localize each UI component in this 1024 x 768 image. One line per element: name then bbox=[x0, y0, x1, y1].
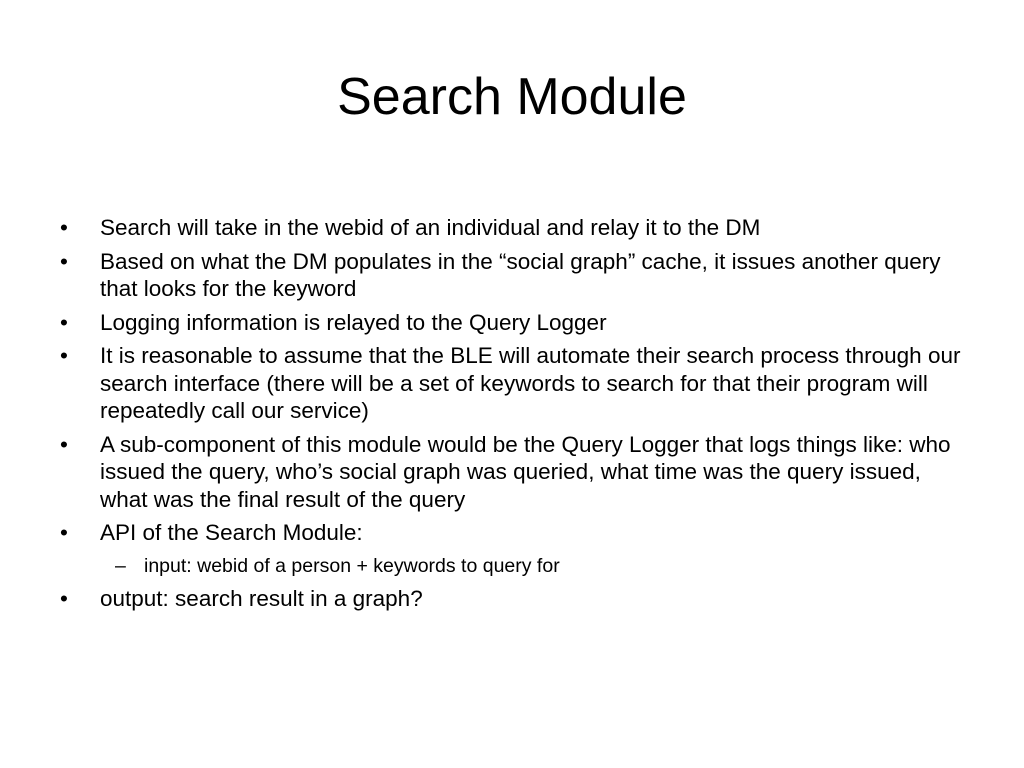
slide-body bbox=[60, 214, 965, 618]
sub-bullet-item: – input: webid of a person + keywords to query for bbox=[60, 553, 965, 579]
slide-title: Search Module bbox=[337, 68, 687, 126]
bullet-item: • Based on what the DM populates in the “social graph” cache, it issues another query that looks for the keyword bbox=[60, 248, 965, 303]
bullet-list bbox=[60, 214, 965, 612]
bullet-item: • A sub-component of this module would be the Query Logger that logs things like: who issued the query, who’s social graph was queried, what time was the query issued, what was the final result of the query bbox=[60, 431, 965, 514]
bullet-item: • output: search result in a graph? bbox=[60, 585, 965, 613]
bullet-item: • Logging information is relayed to the Query Logger bbox=[60, 309, 965, 337]
bullet-item: • It is reasonable to assume that the BLE will automate their search process through our search interface (there will be a set of keywords to search for that their program will repeatedly call our service) bbox=[60, 342, 965, 425]
bullet-item: • API of the Search Module: bbox=[60, 519, 965, 547]
bullet-item: • Search will take in the webid of an individual and relay it to the DM bbox=[60, 214, 965, 242]
